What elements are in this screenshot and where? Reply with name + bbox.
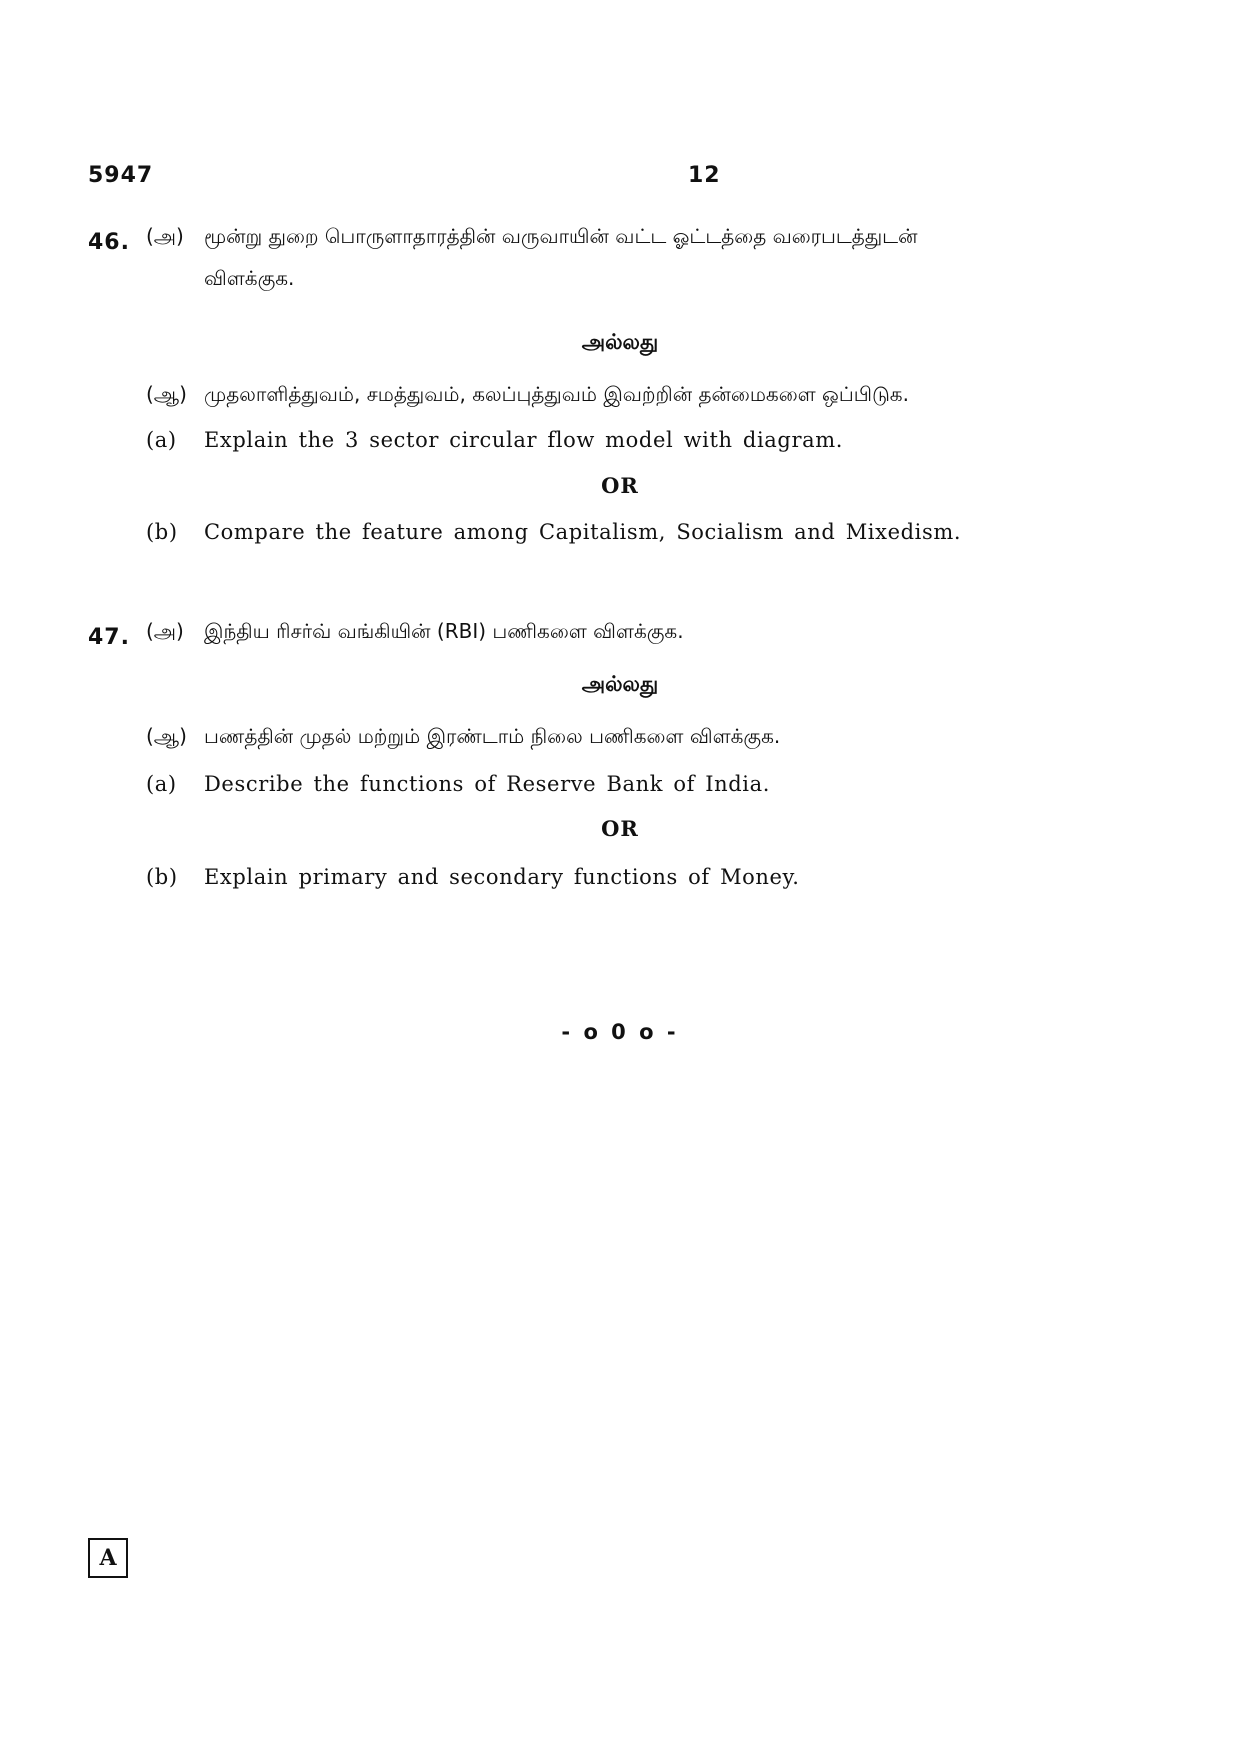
english-option-b	[146, 863, 800, 891]
option-text: மூன்று துறை பொருளாதாரத்தின் வருவாயின் வட்ட ஓட்டத்தை வரைபடத்துடன்	[204, 224, 918, 248]
page-header	[88, 163, 1240, 197]
question-number: 47.	[88, 625, 130, 650]
option-marker: (a)	[146, 428, 177, 452]
version-box: A	[88, 1538, 128, 1578]
question-number: 46.	[88, 230, 130, 255]
paper-code: 5947	[88, 163, 154, 188]
option-text: Compare the feature among Capitalism, Socialism and Mixedism.	[204, 520, 962, 544]
end-of-paper-mark: - o 0 o -	[561, 1020, 679, 1044]
tamil-option-b	[146, 380, 909, 408]
option-marker: (a)	[146, 772, 177, 796]
english-option-a	[146, 770, 770, 798]
tamil-option-a-continuation: விளக்குக.	[204, 266, 295, 290]
english-option-a	[146, 426, 843, 454]
option-text: Explain the 3 sector circular flow model with diagram.	[204, 428, 843, 452]
page-number: 12	[688, 163, 721, 188]
option-text: Explain primary and secondary functions of Money.	[204, 865, 800, 889]
tamil-or-divider: அல்லது	[581, 672, 659, 696]
tamil-option-b	[146, 722, 780, 750]
tamil-option-a	[146, 617, 684, 645]
tamil-or-divider: அல்லது	[581, 330, 659, 354]
option-text: முதலாளித்துவம், சமத்துவம், கலப்புத்துவம் இவற்றின் தன்மைகளை ஒப்பிடுக.	[204, 382, 909, 406]
option-marker: (அ)	[146, 619, 184, 643]
option-marker: (ஆ)	[146, 724, 187, 748]
option-text: பணத்தின் முதல் மற்றும் இரண்டாம் நிலை பணிகளை விளக்குக.	[204, 724, 781, 748]
option-marker: (அ)	[146, 224, 184, 248]
english-option-b	[146, 518, 961, 546]
option-marker: (ஆ)	[146, 382, 187, 406]
option-marker: (b)	[146, 520, 178, 544]
tamil-option-a	[146, 222, 917, 250]
english-or-divider: OR	[601, 816, 639, 841]
english-or-divider: OR	[601, 473, 639, 498]
option-text: Describe the functions of Reserve Bank of India.	[204, 772, 771, 796]
option-marker: (b)	[146, 865, 178, 889]
option-text: இந்திய ரிசர்வ் வங்கியின் (RBI) பணிகளை விளக்குக.	[204, 619, 684, 643]
